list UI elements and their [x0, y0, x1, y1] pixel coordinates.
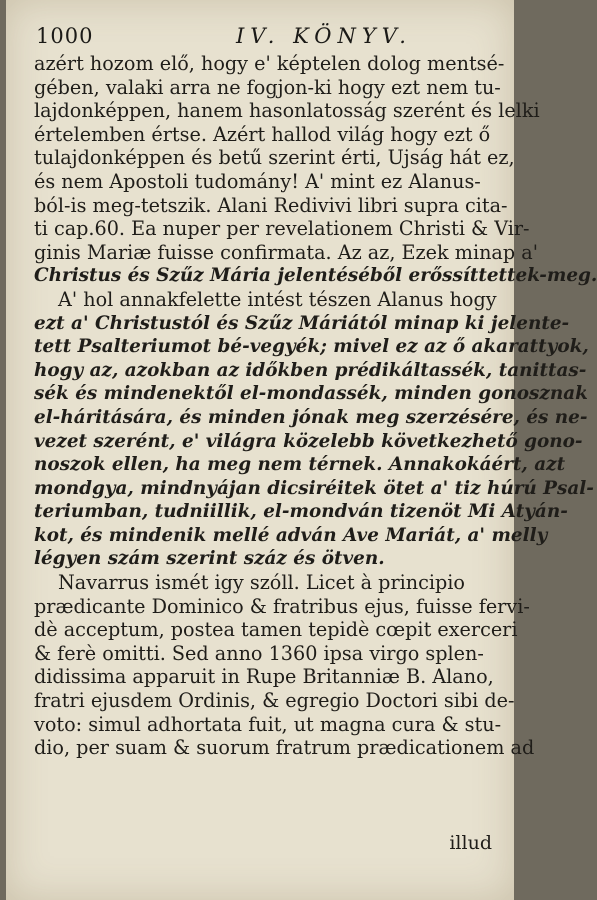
text-line-italic: el-háritására, és minden jónak meg szerzésére, és ne- — [34, 406, 588, 428]
text-line-italic: sék és mindenektől el-mondassék, minden gonosznak — [34, 383, 588, 405]
text-line: didissima apparuit in Rupe Britanniæ B. Alano, — [34, 665, 494, 689]
text-line-italic: légyen szám szerint száz és ötven. — [34, 548, 385, 570]
text-line: fratri ejusdem Ordinis, & egregio Doctori sibi de- — [34, 689, 515, 713]
page-number: 1000 — [36, 24, 94, 48]
text-line: A' hol annakfelette intést tészen Alanus hogy — [58, 287, 497, 311]
body-text — [34, 52, 597, 760]
text-line: tulajdonképpen és betű szerint érti, Ujság hát ez, — [34, 146, 515, 170]
text-line-italic: teriumban, tudniillik, el-mondván tizenöt Mi Atyán- — [34, 501, 568, 523]
text-line: értelemben értse. Azért hallod világ hogy ezt ő — [34, 122, 491, 146]
text-line: dio, per suam & suorum fratrum prædicationem ad — [34, 736, 535, 760]
text-line: azért hozom elő, hogy e' képtelen dolog mentsé- — [34, 52, 505, 75]
text-line-italic: mondgya, mindnyájan dicsiréitek ötet a' tiz húrú Psal- — [34, 477, 594, 499]
text-line-italic: noszok ellen, ha meg nem térnek. Annakokáért, azt — [34, 454, 566, 476]
text-line: ti cap.60. Ea nuper per revelationem Christi & Vir- — [34, 217, 530, 241]
text-line: ból-is meg-tetszik. Alani Redivivi libri supra cita- — [34, 193, 508, 217]
text-line-italic: Christus és Szűz Mária jelentéséből erőssíttettek-meg. — [34, 265, 597, 287]
text-line-italic: ezt a' Christustól és Szűz Máriától minap ki jelente- — [34, 312, 570, 334]
text-line: ginis Mariæ fuisse confirmata. Az az, Ezek minap a' — [34, 240, 538, 264]
page-header — [36, 24, 506, 54]
text-line: és nem Apostoli tudomány! A' mint ez Alanus- — [34, 169, 481, 193]
text-line-italic: kot, és mindenik mellé adván Ave Mariát, a' melly — [34, 524, 548, 546]
text-line: lajdonképpen, hanem hasonlatosság szerént és lelki — [34, 99, 540, 123]
text-line: & ferè omitti. Sed anno 1360 ipsa virgo splen- — [34, 641, 484, 665]
text-line: prædicante Dominico & fratribus ejus, fuisse fervi- — [34, 594, 530, 618]
text-line: Navarrus ismét igy szóll. Licet à principio — [58, 571, 465, 595]
text-line: gében, valaki arra ne fogjon-ki hogy ezt nem tu- — [34, 75, 501, 99]
text-line: voto: simul adhortata fuit, ut magna cura & stu- — [34, 712, 502, 736]
text-line-italic: hogy az, azokban az időkben prédikáltassék, tanittas- — [34, 359, 587, 381]
text-line-italic: tett Psalteriumot bé-vegyék; mivel ez az ő akarattyok, — [34, 336, 589, 358]
catchword: illud — [449, 832, 492, 854]
book-page — [6, 0, 597, 900]
text-line-italic: vezet szerént, e' világra közelebb következhető gono- — [34, 430, 583, 452]
text-line: dè acceptum, postea tamen tepidè cœpit exerceri — [34, 618, 518, 642]
running-title: IV. KÖNYV. — [236, 24, 412, 48]
